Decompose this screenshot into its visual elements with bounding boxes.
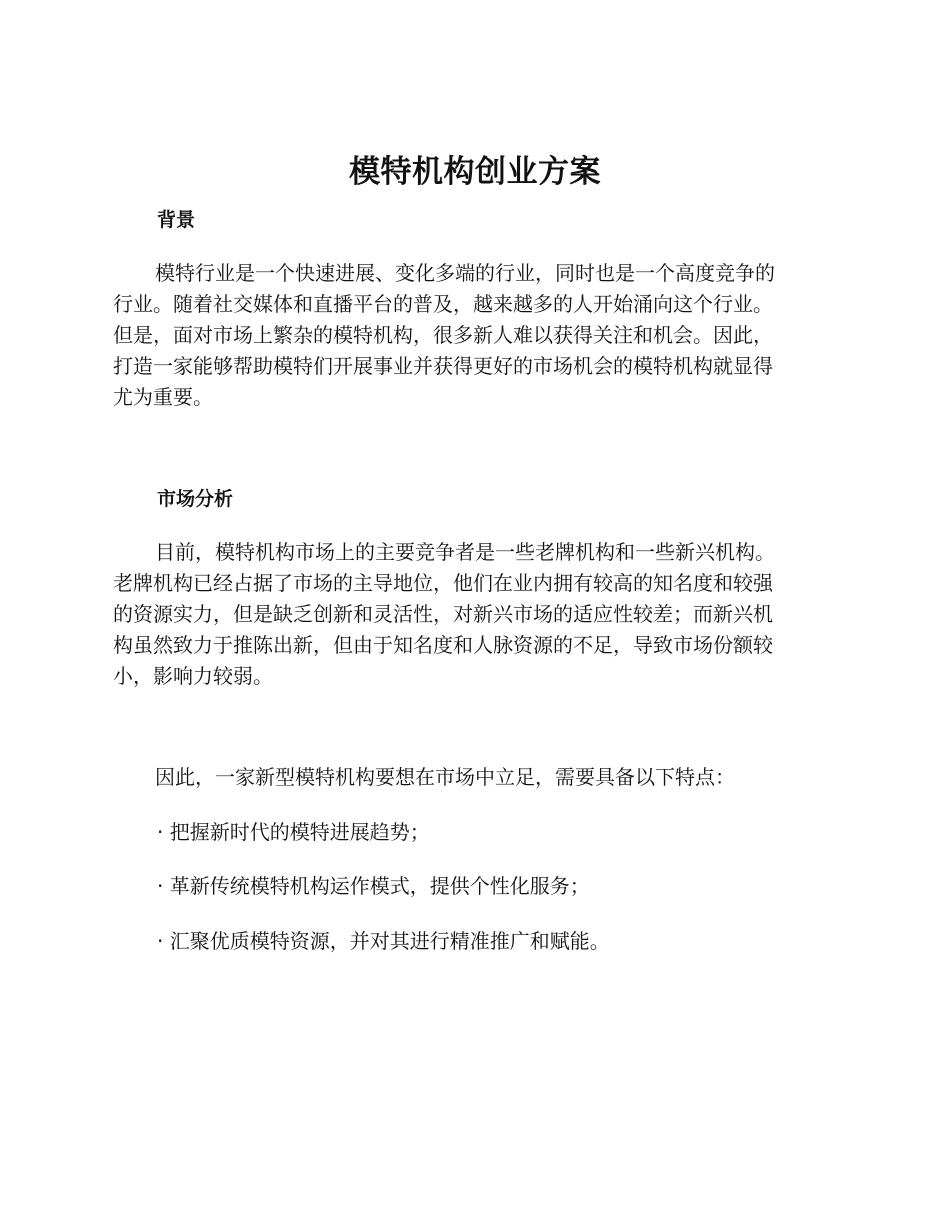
paragraph-line: 因此，一家新型模特机构要想在市场中立足，需要具备以下特点： xyxy=(155,765,735,789)
paragraph-line: 小，影响力较弱。 xyxy=(113,664,273,688)
paragraph-line: 尤为重要。 xyxy=(113,385,213,409)
bullet-item: · 革新传统模特机构运作模式，提供个性化服务； xyxy=(157,874,590,898)
paragraph-line: 老牌机构已经占据了市场的主导地位，他们在业内拥有较高的知名度和较强 xyxy=(113,571,773,595)
bullet-item: · 把握新时代的模特进展趋势； xyxy=(157,820,430,844)
paragraph-line: 但是，面对市场上繁杂的模特机构，很多新人难以获得关注和机会。因此， xyxy=(113,323,773,347)
paragraph-line: 构虽然致力于推陈出新，但由于知名度和人脉资源的不足，导致市场份额较 xyxy=(113,633,773,657)
paragraph-line: 模特行业是一个快速进展、变化多端的行业，同时也是一个高度竞争的 xyxy=(155,261,775,285)
paragraph-line: 行业。随着社交媒体和直播平台的普及，越来越多的人开始涌向这个行业。 xyxy=(113,292,773,316)
paragraph-line: 打造一家能够帮助模特们开展事业并获得更好的市场机会的模特机构就显得 xyxy=(113,354,773,378)
section-heading-background: 背景 xyxy=(157,209,196,231)
bullet-item: · 汇聚优质模特资源，并对其进行精准推广和赋能。 xyxy=(157,929,610,953)
section-heading-market-analysis: 市场分析 xyxy=(157,488,234,510)
paragraph-line: 目前，模特机构市场上的主要竞争者是一些老牌机构和一些新兴机构。 xyxy=(155,540,775,564)
background-paragraph xyxy=(113,258,833,413)
market-analysis-paragraph xyxy=(113,537,833,692)
paragraph-line: 的资源实力，但是缺乏创新和灵活性，对新兴市场的适应性较差；而新兴机 xyxy=(113,602,773,626)
requirements-intro-paragraph xyxy=(113,762,833,793)
document-title: 模特机构创业方案 xyxy=(349,154,601,190)
